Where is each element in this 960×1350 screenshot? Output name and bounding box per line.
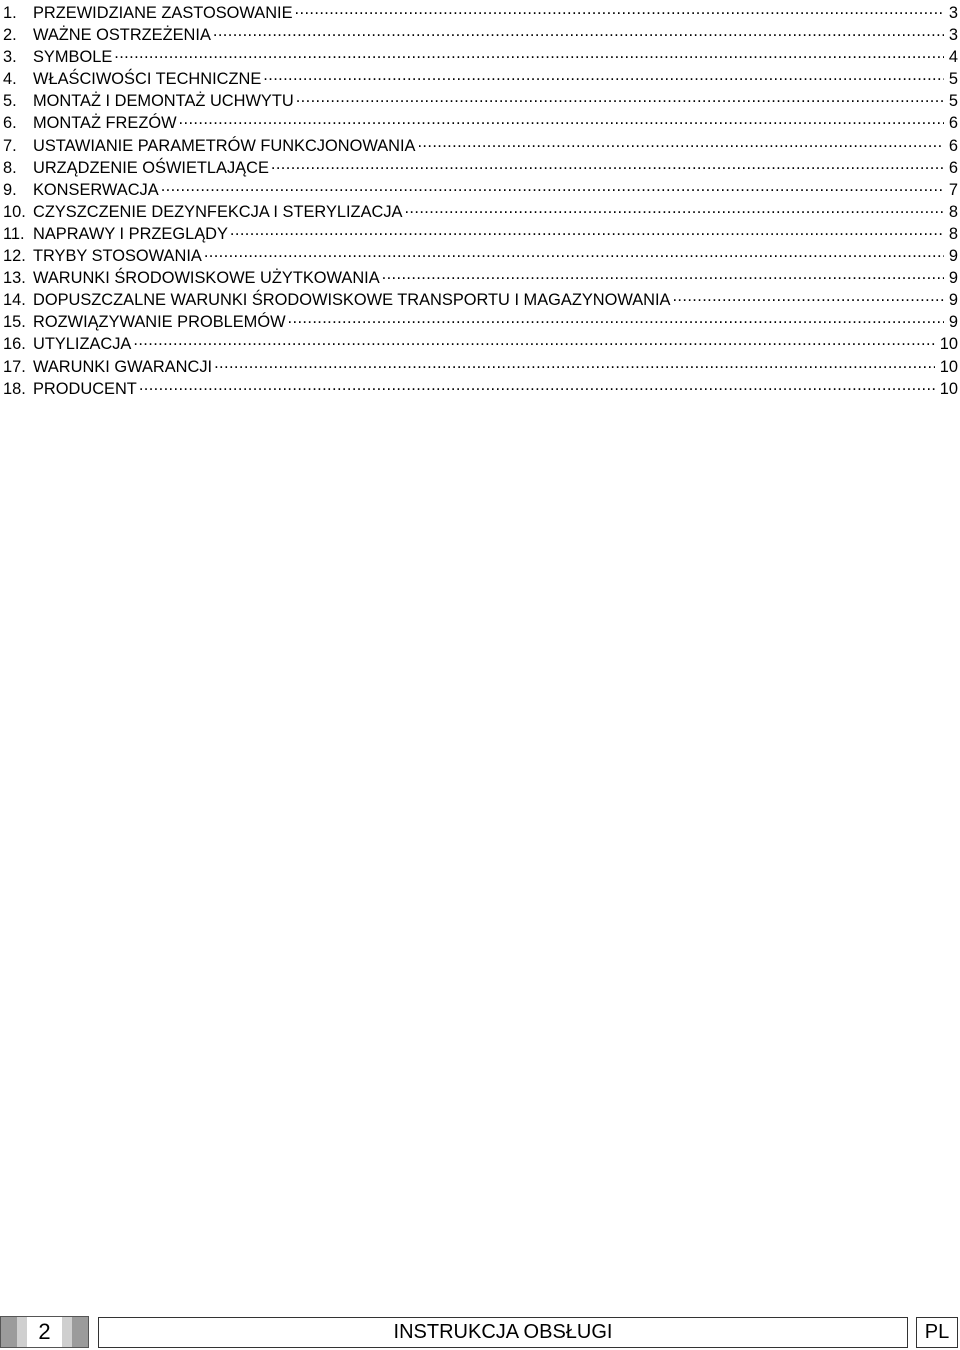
toc-entry-title: NAPRAWY I PRZEGLĄDY	[33, 224, 228, 243]
toc-entry-page: 6	[948, 136, 958, 155]
dot-leader	[161, 177, 944, 195]
toc-entry[interactable]	[3, 155, 958, 177]
dot-leader	[133, 331, 934, 349]
dot-leader	[417, 133, 943, 151]
toc-entry-page: 10	[939, 357, 958, 376]
toc-entry-number: 18.	[3, 379, 26, 398]
toc-entry[interactable]	[3, 66, 958, 88]
toc-entry-title: URZĄDZENIE OŚWIETLAJĄCE	[33, 158, 269, 177]
toc-entry[interactable]	[3, 133, 958, 155]
toc-entry[interactable]	[3, 177, 958, 199]
toc-entry[interactable]	[3, 88, 958, 110]
toc-entry-page: 3	[948, 4, 958, 22]
toc-entry-title: WAŻNE OSTRZEŻENIA	[33, 26, 211, 45]
dot-leader	[295, 0, 944, 18]
dot-leader	[672, 287, 943, 305]
toc-entry-number: 17.	[3, 357, 26, 376]
toc-entry-number: 10.	[3, 202, 26, 221]
toc-entry[interactable]	[3, 0, 958, 22]
table-of-contents	[3, 0, 958, 398]
toc-entry-number: 13.	[3, 269, 26, 288]
dot-leader	[213, 22, 944, 40]
toc-entry-title: ROZWIĄZYWANIE PROBLEMÓW	[33, 313, 286, 332]
toc-entry-page: 9	[948, 313, 958, 332]
toc-entry-page: 8	[948, 202, 958, 221]
toc-entry-title: KONSERWACJA	[33, 180, 159, 199]
toc-entry-number: 11.	[3, 224, 25, 243]
toc-entry-number: 8.	[3, 158, 17, 177]
toc-entry-number: 9.	[3, 180, 17, 199]
toc-entry-title: WARUNKI GWARANCJI	[33, 357, 213, 376]
toc-entry[interactable]	[3, 331, 958, 353]
toc-entry-title: WŁAŚCIWOŚCI TECHNICZNE	[33, 70, 262, 89]
toc-entry[interactable]	[3, 199, 958, 221]
toc-entry-title: SYMBOLE	[33, 48, 113, 67]
dot-leader	[271, 155, 944, 173]
toc-entry-page: 10	[939, 335, 958, 354]
toc-entry-title: PRZEWIDZIANE ZASTOSOWANIE	[33, 4, 293, 22]
toc-entry[interactable]	[3, 309, 958, 331]
toc-entry-number: 15.	[3, 313, 26, 332]
dot-leader	[179, 110, 944, 128]
toc-entry-title: MONTAŻ I DEMONTAŻ UCHWYTU	[33, 92, 294, 111]
toc-entry-number: 1.	[3, 4, 17, 22]
toc-entry-page: 3	[948, 26, 958, 45]
toc-entry[interactable]	[3, 376, 958, 398]
page-number-box	[0, 1316, 89, 1348]
toc-entry[interactable]	[3, 110, 958, 132]
toc-entry-title: TRYBY STOSOWANIA	[33, 247, 202, 266]
toc-entry-number: 16.	[3, 335, 26, 354]
toc-entry-number: 5.	[3, 92, 17, 111]
dot-leader	[139, 376, 935, 394]
page-footer	[0, 1316, 960, 1350]
toc-entry[interactable]	[3, 287, 958, 309]
toc-entry[interactable]	[3, 44, 958, 66]
toc-entry-title: UTYLIZACJA	[33, 335, 132, 354]
toc-entry-title: WARUNKI ŚRODOWISKOWE UŻYTKOWANIA	[33, 269, 380, 288]
dot-leader	[114, 44, 944, 62]
toc-entry-page: 6	[948, 114, 958, 133]
dot-leader	[404, 199, 943, 217]
toc-entry-page: 5	[948, 70, 958, 89]
dot-leader	[288, 309, 944, 327]
toc-entry[interactable]	[3, 354, 958, 376]
dot-leader	[296, 88, 944, 106]
toc-entry-title: PRODUCENT	[33, 379, 137, 398]
toc-entry[interactable]	[3, 221, 958, 243]
toc-entry-page: 9	[948, 291, 958, 310]
toc-entry-page: 4	[948, 48, 958, 67]
dot-leader	[382, 265, 944, 283]
toc-entry-page: 5	[948, 92, 958, 111]
toc-entry-page: 7	[948, 180, 958, 199]
dot-leader	[230, 221, 944, 239]
dot-leader	[263, 66, 944, 84]
language-code: PL	[916, 1317, 958, 1348]
document-title: INSTRUKCJA OBSŁUGI	[98, 1317, 908, 1348]
toc-entry-title: MONTAŻ FREZÓW	[33, 114, 177, 133]
toc-entry-number: 4.	[3, 70, 17, 89]
toc-entry-number: 2.	[3, 26, 17, 45]
toc-entry-number: 6.	[3, 114, 17, 133]
dot-leader	[214, 354, 935, 372]
toc-entry-page: 10	[939, 379, 958, 398]
toc-entry[interactable]	[3, 22, 958, 44]
toc-entry-title: DOPUSZCZALNE WARUNKI ŚRODOWISKOWE TRANSPORTU I MAGAZYNOWANIA	[33, 291, 671, 310]
page-number: 2	[38, 1319, 51, 1344]
toc-entry-title: USTAWIANIE PARAMETRÓW FUNKCJONOWANIA	[33, 136, 416, 155]
toc-entry[interactable]	[3, 243, 958, 265]
toc-entry-page: 6	[948, 158, 958, 177]
toc-entry-page: 8	[948, 224, 958, 243]
toc-entry-number: 12.	[3, 247, 26, 266]
toc-entry-page: 9	[948, 269, 958, 288]
toc-entry-title: CZYSZCZENIE DEZYNFEKCJA I STERYLIZACJA	[33, 202, 403, 221]
toc-entry-number: 14.	[3, 291, 26, 310]
dot-leader	[204, 243, 944, 261]
toc-entry-number: 3.	[3, 48, 17, 67]
toc-entry-page: 9	[948, 247, 958, 266]
toc-entry[interactable]	[3, 265, 958, 287]
toc-entry-number: 7.	[3, 136, 17, 155]
